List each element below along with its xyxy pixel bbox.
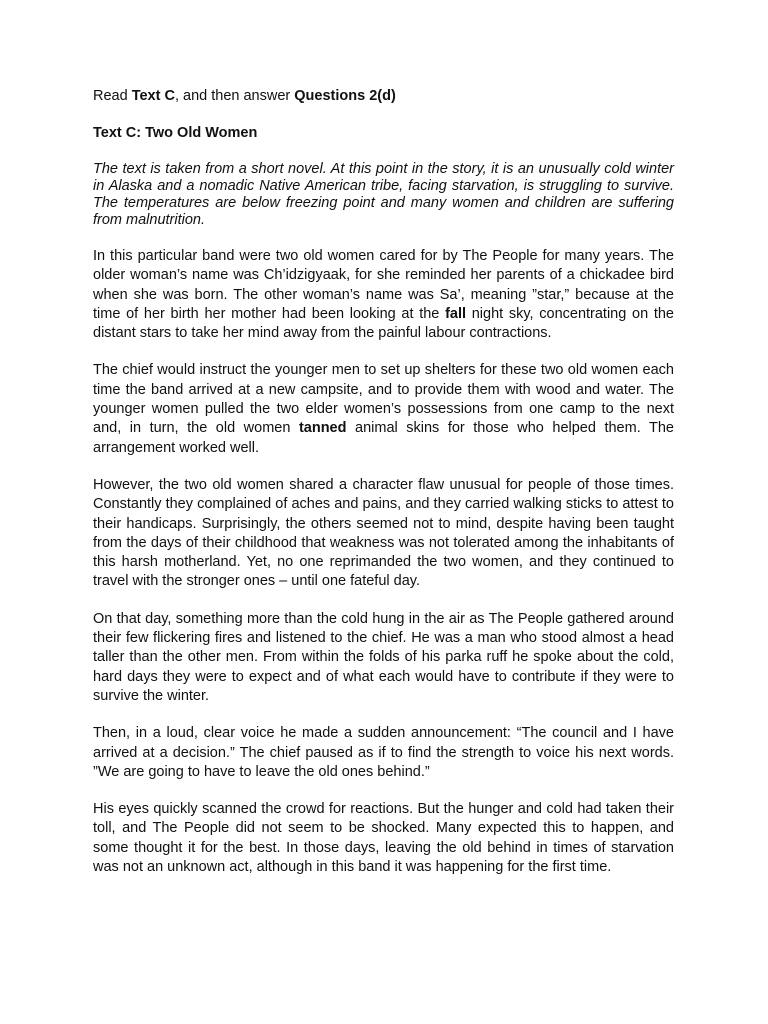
paragraph-5: Then, in a loud, clear voice he made a sudden announcement: “The council and I have arrived at a decision.” The chief paused as if to find the strength to voice his next words. ”We are going to have to leave the old ones behind.”: [93, 725, 674, 780]
paragraph-2: [93, 361, 674, 457]
paragraph-1-before: In this particular band were two old women cared for by The People for many years. The older woman’s name was Ch’idzigyaak, for she reminded her parents of a chickadee bird when she was born. The other woman’s name was Sa’, meaning ”star,” because at the time of her birth her mother had been looking at the: [93, 248, 674, 322]
paragraph-1: [93, 247, 674, 343]
paragraph-3: However, the two old women shared a character flaw unusual for people of those times. Constantly they complained of aches and pains, and they carried walking sticks to attest to their handicaps. Surprisingly, the others seemed not to mind, despite having been taught from the days of their childhood that weakness was not tolerated among the inhabitants of this harsh motherland. Yet, no one reprimanded the two women, and they continued to travel with the stronger ones – until one fateful day.: [93, 476, 674, 590]
paragraph-2-bold-word: tanned: [298, 420, 347, 437]
intro-paragraph: The text is taken from a short novel. At this point in the story, it is an unusually cold winter in Alaska and a nomadic Native American tribe, facing starvation, is struggling to survive. The temperatures are below freezing point and many women and children are suffering from malnutrition.: [93, 161, 674, 228]
text-title: Text C: Two Old Women: [93, 125, 258, 141]
paragraph-1-bold-word: fall: [445, 305, 467, 322]
paragraph-2-after: animal skins for those who helped them. The arrangement worked well.: [93, 420, 674, 456]
document-page: [93, 87, 674, 895]
instruction-line: [93, 87, 674, 106]
paragraph-4: On that day, something more than the cold hung in the air as The People gathered around their few flickering fires and listened to the chief. He was a man who stood almost a head taller than the other men. From within the folds of his parka ruff he spoke about the cold, hard days they were to expect and of what each would have to contribute if they were to survive the winter.: [93, 610, 674, 704]
instruction-middle: , and then answer: [174, 88, 295, 104]
paragraph-1-after: night sky, concentrating on the distant stars to take her mind away from the painful labour contractions.: [93, 305, 674, 342]
instruction-question-ref: Questions 2(d): [294, 88, 396, 104]
paragraph-2-before: The chief would instruct the younger men to set up shelters for these two old women each time the band arrived at a new campsite, and to provide them with wood and water. The younger women pulled the two elder women’s possessions from one camp to the next and, in turn, the old women: [93, 362, 674, 437]
instruction-text-ref: Text C: [131, 88, 175, 104]
instruction-read: Read: [93, 88, 132, 104]
paragraph-6: His eyes quickly scanned the crowd for reactions. But the hunger and cold had taken their toll, and The People did not seem to be shocked. Many expected this to happen, and some thought it for the best. In those days, leaving the old behind in times of starvation was not an unknown act, although in this band it was happening for the first time.: [93, 801, 674, 876]
